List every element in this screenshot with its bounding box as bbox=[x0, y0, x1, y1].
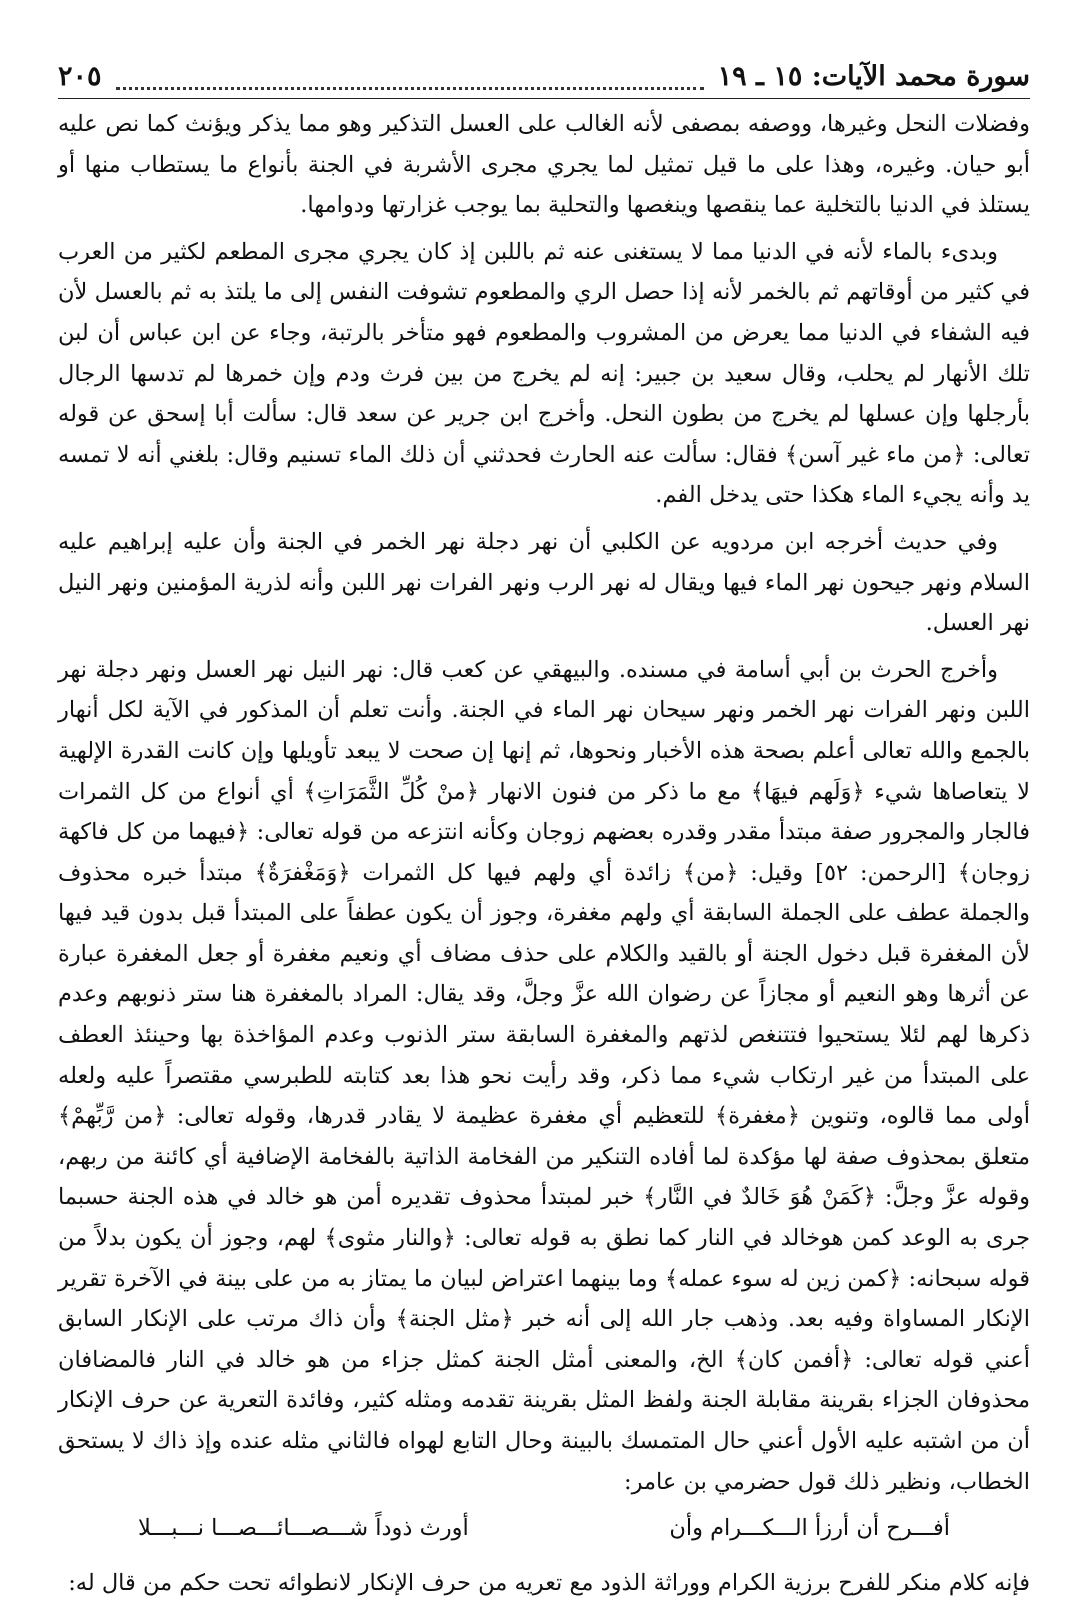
page-body bbox=[58, 104, 1030, 1609]
running-header bbox=[58, 54, 1030, 99]
verse-first-hemistich: أفـــرح أن أرزأ الـــكـــرام وأن bbox=[669, 1515, 950, 1542]
header-title: سورة محمد الآيات: ١٥ ـ ١٩ bbox=[717, 60, 1030, 92]
paragraph: وأخرج الحرث بن أبي أسامة في مسنده. والبيهقي عن كعب قال: نهر النيل نهر العسل ونهر دجلة نهر اللبن ونهر الفرات نهر الخمر ونهر سيحان نهر الماء في الجنة. وأنت تعلم أن المذكور في الآية لكل أنهار بالجمع والله تعالى أعلم بصحة هذه الأخبار ونحوها، ثم إنها إن صحت لا يبعد تأويلها وإن كانت القدرة الإلهية لا يتعاصاها شيء ﴿وَلَهم فيهَا﴾ مع ما ذكر من فنون الانهار ﴿منْ كُلِّ الثَّمَرَاتِ﴾ أي أنواع من كل الثمرات فالجار والمجرور صفة مبتدأ مقدر وقدره بعضهم زوجان وكأنه انتزعه من قوله تعالى: ﴿فيهما من كل فاكهة زوجان﴾ [الرحمن: ٥٢] وقيل: ﴿من﴾ زائدة أي ولهم فيها كل الثمرات ﴿وَمَغْفرَةٌ﴾ مبتدأ خبره محذوف والجملة عطف على الجملة السابقة أي ولهم مغفرة، وجوز أن يكون عطفاً على المبتدأ قبل بدون قيد فيها لأن المغفرة قبل دخول الجنة أو بالقيد والكلام على حذف مضاف أي ونعيم مغفرة أو جعل المغفرة عبارة عن أثرها وهو النعيم أو مجازاً عن رضوان الله عزَّ وجلَّ، وقد يقال: المراد بالمغفرة هنا ستر ذنوبهم وعدم ذكرها لهم لئلا يستحيوا فتتنغص لذتهم والمغفرة السابقة ستر الذنوب وعدم المؤاخذة بها وحينئذ العطف على المبتدأ من غير ارتكاب شيء مما ذكر، وقد رأيت نحو هذا بعد كتابته للطبرسي مقتصراً عليه ولعله أولى مما قالوه، وتنوين ﴿مغفرة﴾ للتعظيم أي مغفرة عظيمة لا يقادر قدرها، وقوله تعالى: ﴿من رَّبِّهمْ﴾ متعلق بمحذوف صفة لها مؤكدة لما أفاده التنكير من الفخامة الذاتية بالفخامة الإضافية أي كائنة من ربهم، وقوله عزَّ وجلَّ: ﴿كَمَنْ هُوَ خَالدٌ في النَّار﴾ خبر لمبتدأ محذوف تقديره أمن هو خالد في هذه الجنة حسبما جرى به الوعد كمن هوخالد في النار كما نطق به قوله تعالى: ﴿والنار مثوى﴾ لهم، وجوز أن يكون بدلاً من قوله سبحانه: ﴿كمن زين له سوء عمله﴾ وما بينهما اعتراض لبيان ما يمتاز به من على بينة في الآخرة تقرير الإنكار المساواة وفيه بعد. وذهب جار الله إلى أنه خبر ﴿مثل الجنة﴾ وأن ذاك مرتب على الإنكار السابق أعني قوله تعالى: ﴿أفمن كان﴾ الخ، والمعنى أمثل الجنة كمثل جزاء من هو خالد في النار فالمضافان محذوفان الجزاء بقرينة مقابلة الجنة ولفظ المثل بقرينة تقدمه ومثله كثير، وفائدة التعرية عن حرف الإنكار أن من اشتبه عليه الأول أعني حال المتمسك بالبينة وحال التابع لهواه فالثاني مثله عنده وإذ ذاك لا يستحق الخطاب، ونظير ذلك قول حضرمي بن عامر: bbox=[58, 656, 1030, 1495]
paragraph: وفي حديث أخرجه ابن مردويه عن الكلبي أن نهر دجلة نهر الخمر في الجنة وأن عليه إبراهيم عليه السلام ونهر جيحون نهر الماء فيها ويقال له نهر الرب ونهر الفرات نهر اللبن وأنه لذرية المؤمنين ونهر النيل نهر العسل. bbox=[58, 528, 1030, 637]
verse-second-hemistich: أورث ذوداً شـــصـــائـــصـــا نـــبـــلا bbox=[138, 1515, 469, 1542]
header-dot-leader bbox=[116, 87, 704, 90]
paragraph: وفضلات النحل وغيرها، ووصفه بمصفى لأنه الغالب على العسل التذكير وهو مما يذكر ويؤنث كما نص عليه أبو حيان. وغيره، وهذا على ما قيل تمثيل لما يجري مجرى الأشربة في الجنة بأنواع ما يستطاب منها أو يستلذ في الدنيا بالتخلية عما ينقصها وينغصها والتحلية بما يوجب غزارتها ودوامها. bbox=[58, 111, 1030, 219]
poetry-verse bbox=[138, 1508, 950, 1549]
page-number: ٢٠٥ bbox=[58, 60, 102, 92]
paragraph: وبدىء بالماء لأنه في الدنيا مما لا يستغنى عنه ثم باللبن إذ كان يجري مجرى المطعم لكثير من العرب في كثير من أوقاتهم ثم بالخمر لأنه إذا حصل الري والمطعوم تشوفت النفس إلى ما يلتذ به ثم بالعسل لأن فيه الشفاء في الدنيا مما يعرض من المشروب والمطعوم فهو متأخر بالرتبة، وجاء عن ابن عباس أن لبن تلك الأنهار لم يحلب، وقال سعيد بن جبير: إنه لم يخرج من بين فرث ودم وإن خمرها لم تدسها الرجال بأرجلها وإن عسلها لم يخرج من بطون النحل. وأخرج ابن جرير عن سعد قال: سألت أبا إسحق عن قوله تعالى: ﴿من ماء غير آسن﴾ فقال: سألت عنه الحارث فحدثني أن ذلك الماء تسنيم وقال: بلغني أنه لا تمسه يد وأنه يجيء الماء هكذا حتى يدخل الفم. bbox=[58, 238, 1030, 509]
closing-paragraph: فإنه كلام منكر للفرح برزية الكرام ووراثة الذود مع تعريه من حرف الإنكار لانطوائه تحت حكم من قال له: bbox=[68, 1569, 1030, 1596]
